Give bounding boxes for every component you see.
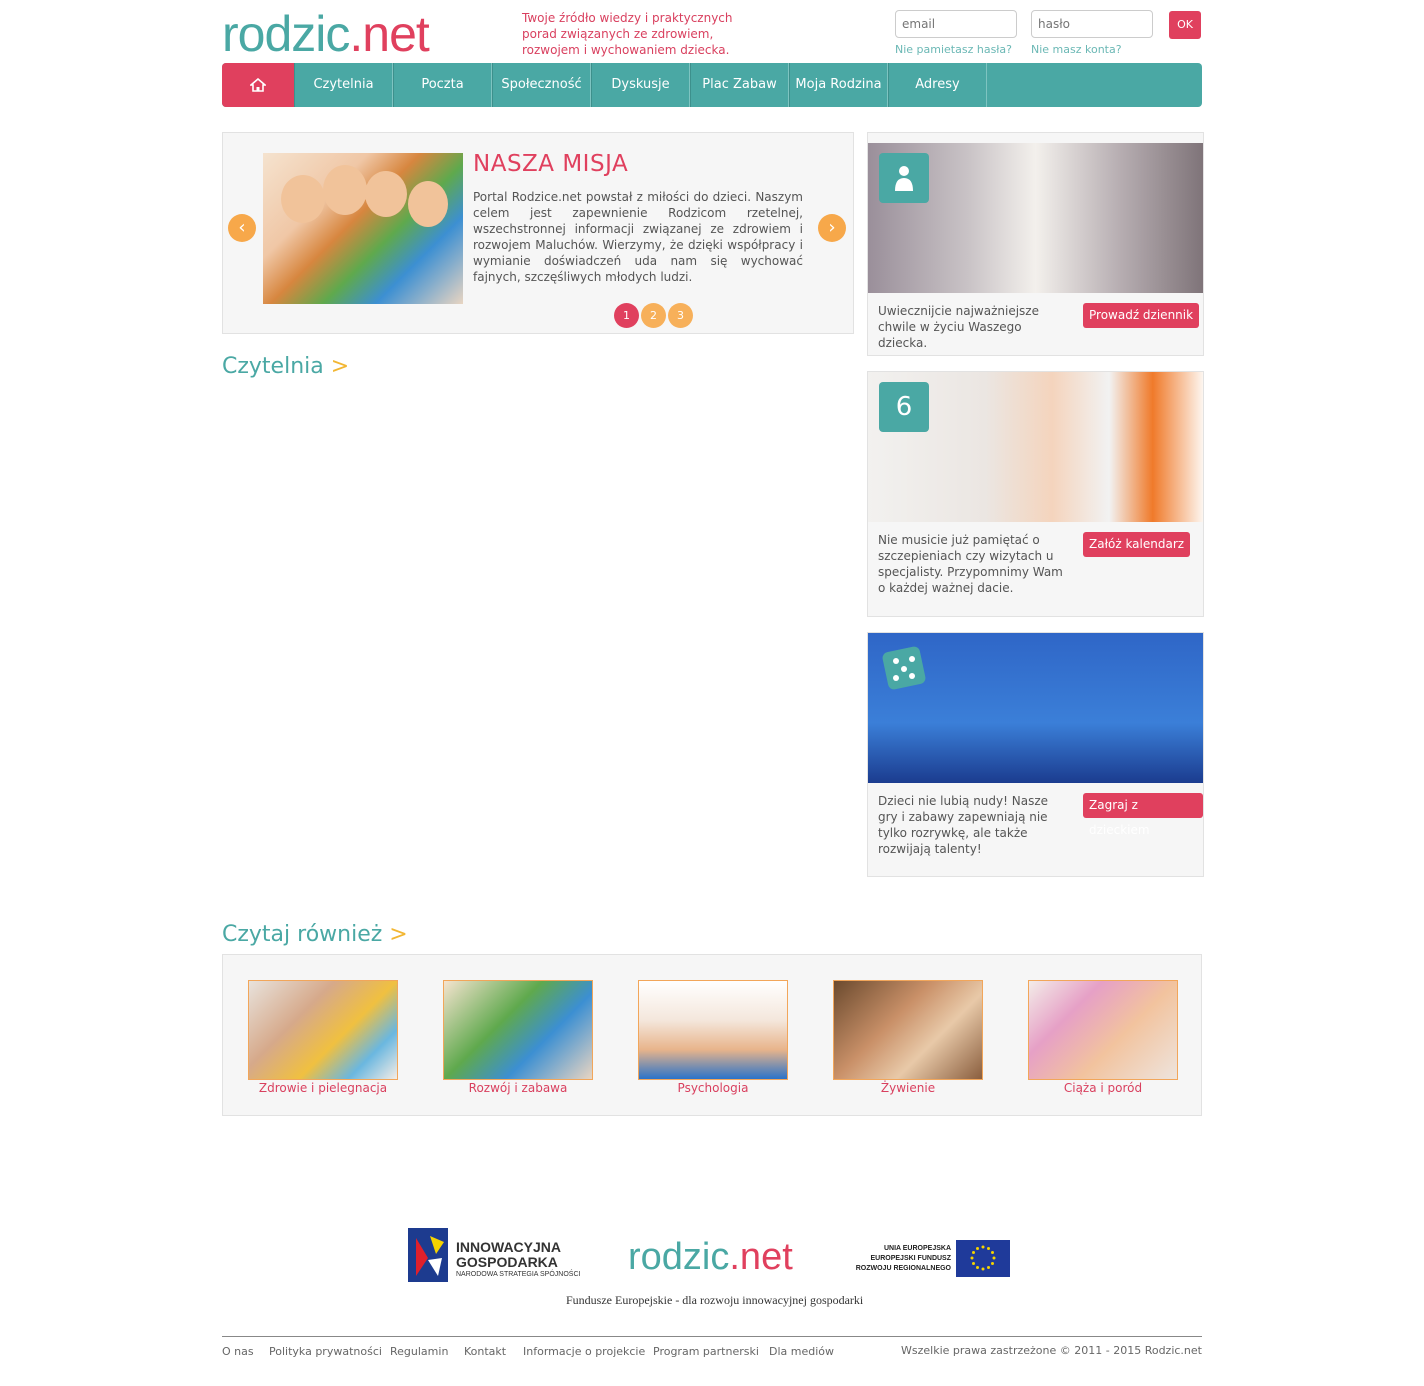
slider-page-3[interactable]: 3 [668, 303, 693, 328]
games-card-image [868, 633, 1203, 783]
thumb-nutrition-label[interactable]: Żywienie [880, 1081, 936, 1095]
register-link[interactable]: Nie masz konta? [1031, 43, 1122, 56]
innowacyjna-gospodarka-logo [408, 1226, 588, 1286]
read-also-heading[interactable] [222, 922, 408, 947]
slide-text: Portal Rodzice.net powstał z miłości do dzieci. Naszym celem jest zapewnienie Rodzicom rzetelnej, wszechstronnej informacji związanej ze zdrowiem i rozwojem Maluchów. Wierzymy, że dzięki współpracy i wymianie doświadczeń uda nam się wychować fajnych, szczęśliwych młodych ludzi. [473, 190, 803, 284]
slider-prev-button[interactable] [228, 214, 256, 242]
eu-text: UNIA EUROPEJSKA EUROPEJSKI FUNDUSZ ROZWOJU REGIONALNEGO [855, 1245, 951, 1272]
dice-icon [879, 643, 929, 693]
read-also-arrow: > [389, 922, 408, 947]
nav-item-moja-rodzina[interactable]: Moja Rodzina [789, 63, 888, 107]
footer-logo-tld: .net [729, 1236, 793, 1278]
nav-item-adresy[interactable]: Adresy [888, 63, 987, 107]
ig-line2: GOSPODARKA [456, 1254, 558, 1270]
thumb-health[interactable] [248, 980, 398, 1080]
thumb-pregnancy-label[interactable]: Ciąża i poród [1063, 1081, 1143, 1095]
mission-slider [222, 132, 854, 334]
thumb-psychology[interactable] [638, 980, 788, 1080]
slide-image-children [263, 153, 463, 304]
email-input[interactable] [895, 10, 1017, 38]
forgot-password-link[interactable]: Nie pamietasz hasła? [895, 43, 1013, 56]
nav-home-button[interactable] [222, 63, 294, 107]
footer-link-about[interactable]: O nas [222, 1345, 254, 1358]
thumb-development-label[interactable]: Rozwój i zabawa [468, 1081, 568, 1095]
person-icon [879, 153, 929, 203]
footer-link-privacy[interactable]: Polityka prywatności [269, 1345, 382, 1358]
diary-card-text: Uwiecznijcie najważniejsze chwile w życiu Waszego dziecka. [878, 304, 1039, 350]
footer-link-partner-program[interactable]: Program partnerski [653, 1345, 759, 1358]
thumb-pregnancy[interactable] [1028, 980, 1178, 1080]
diary-card-image [868, 143, 1203, 293]
calendar-card [867, 371, 1204, 617]
chevron-right-icon: › [828, 217, 836, 238]
footer-link-terms[interactable]: Regulamin [390, 1345, 449, 1358]
eu-flag-icon [956, 1240, 1010, 1277]
slider-next-button[interactable] [818, 214, 846, 242]
thumb-nutrition[interactable] [833, 980, 983, 1080]
nav-item-plac-zabaw[interactable]: Plac Zabaw [690, 63, 789, 107]
games-card-text: Dzieci nie lubią nudy! Nasze gry i zabawy zapewniają nie tylko rozrywkę, ale także rozwijają talenty! [878, 794, 1049, 856]
footer-link-contact[interactable]: Kontakt [464, 1345, 507, 1358]
password-input[interactable] [1031, 10, 1153, 38]
logo-main: rodzic [222, 6, 350, 62]
footer-divider [222, 1336, 1202, 1337]
login-ok-button[interactable]: OK [1169, 11, 1201, 39]
slider-page-1[interactable]: 1 [614, 303, 639, 328]
footer-link-media[interactable]: Dla mediów [769, 1345, 835, 1358]
ig-sub: NARODOWA STRATEGIA SPÓJNOŚCI [456, 1271, 581, 1278]
footer-link-project-info[interactable]: Informacje o projekcie [523, 1345, 646, 1358]
read-also-title: Czytaj również [222, 922, 383, 947]
nav-item-czytelnia[interactable]: Czytelnia [294, 63, 393, 107]
calendar-button[interactable]: Załóż kalendarz [1083, 532, 1190, 557]
funds-caption: Fundusze Europejskie - dla rozwoju innowacyjnej gospodarki [566, 1293, 864, 1307]
logo-dot: . [349, 6, 363, 62]
thumb-health-label[interactable]: Zdrowie i pielegnacja [258, 1081, 388, 1095]
calendar-icon: 6 [879, 382, 929, 432]
tagline: Twoje źródło wiedzy i praktycznych porad związanych ze zdrowiem, rozwojem i wychowaniem dziecka. [522, 11, 733, 57]
slide-title: NASZA MISJA [473, 151, 629, 177]
nav-item-spolecznosc[interactable]: Społeczność [492, 63, 591, 107]
games-card [867, 632, 1204, 877]
nav-item-poczta[interactable]: Poczta [393, 63, 492, 107]
diary-card [867, 132, 1204, 356]
slider-page-2[interactable]: 2 [641, 303, 666, 328]
czytelnia-arrow: > [330, 354, 350, 379]
slider-pagination [614, 303, 693, 328]
footer-rodzic-logo [628, 1236, 793, 1279]
czytelnia-title: Czytelnia [222, 354, 324, 379]
site-logo[interactable] [222, 8, 484, 60]
thumb-psychology-label[interactable]: Psychologia [677, 1081, 749, 1095]
calendar-card-text: Nie musicie już pamiętać o szczepieniach czy wizytach u specjalisty. Przypomnimy Wam o każdej ważnej dacie. [878, 533, 1063, 595]
ig-flag-icon [408, 1228, 448, 1282]
home-icon [250, 78, 266, 92]
czytelnia-heading[interactable] [222, 354, 349, 379]
copyright: Wszelkie prawa zastrzeżone © 2011 - 2015 Rodzic.net [901, 1344, 1202, 1357]
read-also-box [222, 954, 1202, 1116]
games-button[interactable]: Zagraj z dzieckiem [1083, 793, 1203, 818]
calendar-card-image [868, 372, 1203, 522]
diary-button[interactable]: Prowadź dziennik [1083, 303, 1199, 328]
chevron-left-icon: ‹ [238, 217, 246, 238]
nav-item-dyskusje[interactable]: Dyskusje [591, 63, 690, 107]
main-nav [222, 63, 1202, 107]
logo-tld: net [362, 6, 429, 62]
footer-logo-main: rodzic [628, 1236, 730, 1278]
thumb-development[interactable] [443, 980, 593, 1080]
ig-line1: INNOWACYJNA [456, 1239, 562, 1255]
